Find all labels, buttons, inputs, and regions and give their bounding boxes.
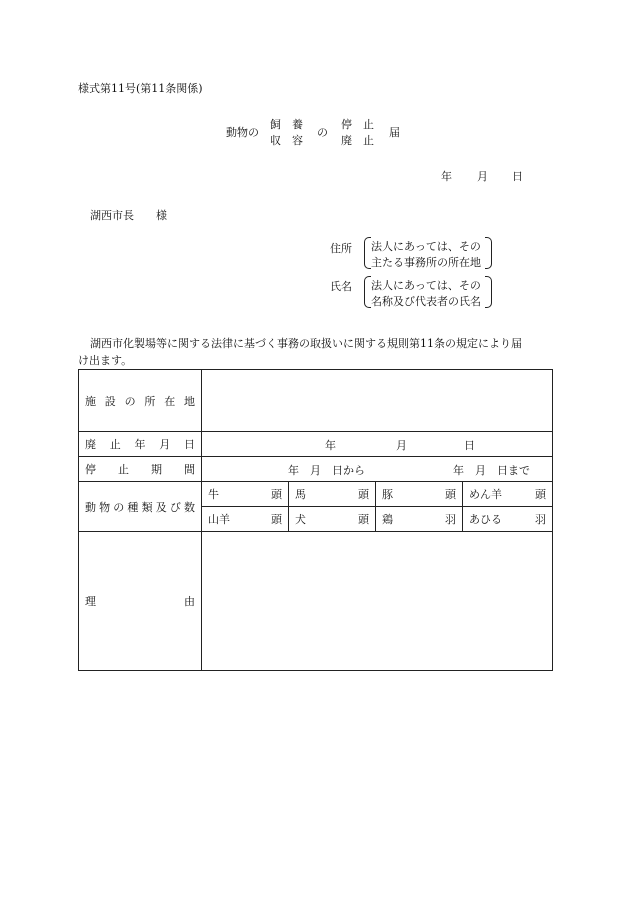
animals-label-cell: [79, 482, 202, 532]
animal-unit: 頭: [358, 488, 369, 501]
animal-name: 山羊: [208, 513, 230, 526]
animal-unit: 羽: [445, 513, 456, 526]
animal-name: 鶏: [382, 513, 393, 526]
abolish-date-cell[interactable]: [202, 432, 553, 457]
animal-unit: 頭: [271, 488, 282, 501]
animal-unit: 頭: [271, 513, 282, 526]
facility-row: [79, 370, 553, 432]
abolish-day: 日: [464, 439, 475, 452]
animal-unit: 頭: [358, 513, 369, 526]
facility-input-cell[interactable]: [202, 370, 553, 432]
animal-cell-dog[interactable]: [289, 507, 376, 532]
title-option-stop: 停 止: [341, 118, 374, 131]
animal-cell-chicken[interactable]: [376, 507, 463, 532]
abolish-label: 廃止年月日: [85, 438, 195, 451]
animal-cell-cattle[interactable]: [202, 482, 289, 507]
name-note-2: 名称及び代表者の氏名: [371, 295, 481, 308]
title-option-house: 収 容: [270, 134, 303, 147]
abolish-date-row: [79, 432, 553, 457]
name-close-bracket: [485, 276, 492, 308]
date-year: 年: [441, 170, 452, 183]
facility-label: 施設の所在地: [85, 394, 195, 408]
reason-label-char-1: 理: [85, 595, 96, 608]
name-label: 氏名: [330, 280, 352, 293]
animal-name: あひる: [469, 513, 502, 526]
reason-label-char-2: 由: [184, 595, 195, 608]
date-month: 月: [477, 170, 488, 183]
reason-label-cell: [79, 532, 202, 671]
addressee: 湖西市長 様: [90, 209, 167, 222]
animal-cell-pig[interactable]: [376, 482, 463, 507]
animal-name: 犬: [295, 513, 306, 526]
address-note-2: 主たる事務所の所在地: [371, 256, 481, 269]
body-text-line-2: け出ます。: [78, 354, 133, 367]
abolish-month: 月: [396, 439, 407, 452]
title-prefix: 動物の: [226, 126, 259, 139]
notification-table: [78, 369, 553, 671]
name-note-1: 法人にあっては、その: [371, 279, 481, 292]
date-day: 日: [512, 170, 523, 183]
animals-label: 動物の種類及び数: [85, 500, 195, 514]
title-option-raise: 飼 養: [270, 118, 303, 131]
animal-cell-goat[interactable]: [202, 507, 289, 532]
animal-unit: 頭: [445, 488, 456, 501]
facility-label-cell: [79, 370, 202, 432]
form-number: 様式第11号(第11条関係): [78, 82, 203, 95]
reason-label: [85, 593, 195, 609]
animal-name: 豚: [382, 488, 393, 501]
animal-cell-horse[interactable]: [289, 482, 376, 507]
body-text-line-1: 湖西市化製場等に関する法律に基づく事務の取扱いに関する規則第11条の規定により届: [90, 337, 522, 350]
address-close-bracket: [485, 237, 492, 269]
animal-unit: 頭: [535, 488, 546, 501]
animal-name: 馬: [295, 488, 306, 501]
stop-to: 年 月 日まで: [453, 464, 530, 477]
address-note-1: 法人にあっては、その: [371, 240, 481, 253]
stop-from: 年 月 日から: [288, 464, 365, 477]
animal-name: めん羊: [469, 488, 502, 501]
animal-unit: 羽: [535, 513, 546, 526]
title-option-abolish: 廃 止: [341, 134, 374, 147]
stop-period-row: [79, 457, 553, 482]
title-mid: の: [317, 126, 328, 139]
stop-period-cell[interactable]: [202, 457, 553, 482]
abolish-year: 年: [325, 439, 336, 452]
animal-cell-sheep[interactable]: [463, 482, 553, 507]
title-suffix: 届: [389, 126, 400, 139]
reason-row: [79, 532, 553, 671]
stop-label-cell: [79, 457, 202, 482]
animal-name: 牛: [208, 488, 219, 501]
abolish-label-cell: [79, 432, 202, 457]
address-label: 住所: [330, 242, 352, 255]
address-open-bracket: [364, 237, 371, 269]
reason-input-cell[interactable]: [202, 532, 553, 671]
stop-label: 停止期間: [85, 463, 195, 476]
animals-row-1: [79, 482, 553, 507]
name-open-bracket: [364, 276, 371, 308]
animal-cell-duck[interactable]: [463, 507, 553, 532]
